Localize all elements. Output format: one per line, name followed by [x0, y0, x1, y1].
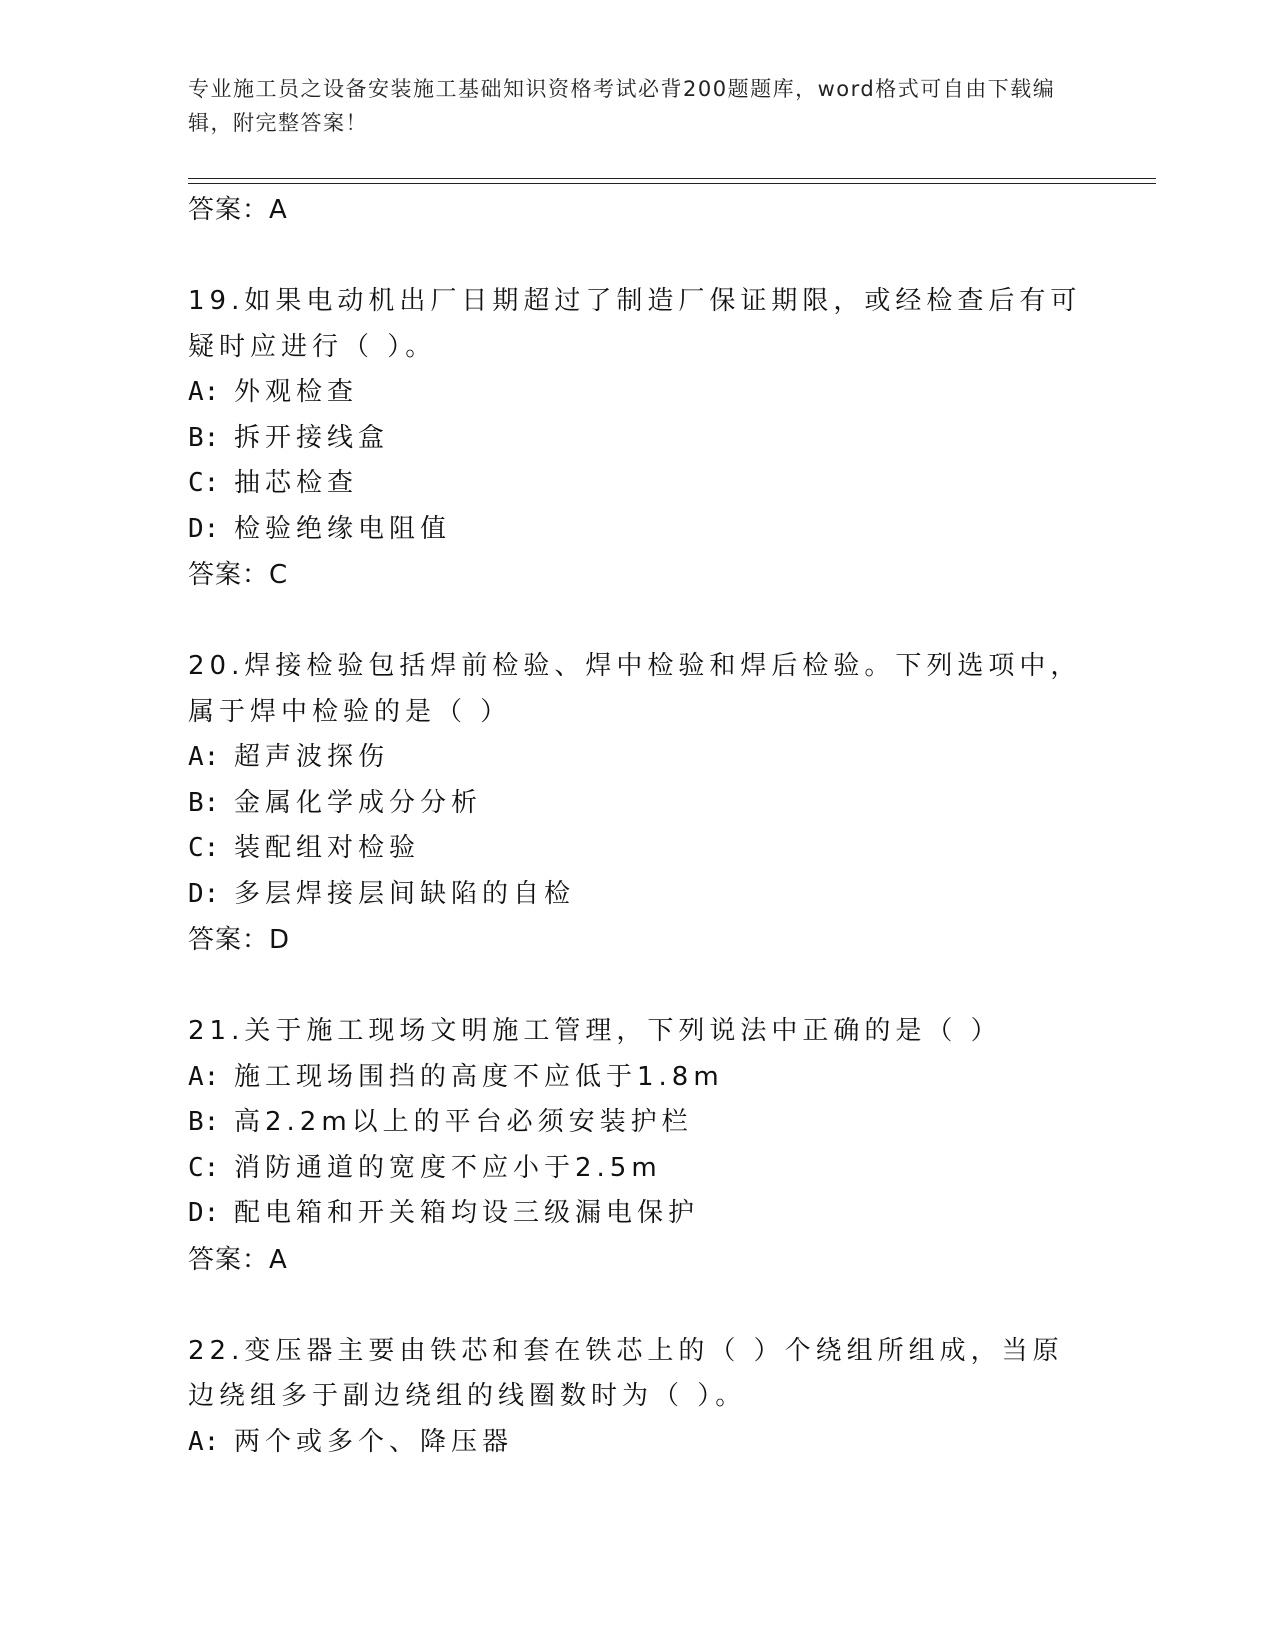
option-c	[188, 826, 1088, 872]
option-a	[188, 370, 1088, 416]
answer-value: A	[269, 195, 288, 225]
option-letter: A:	[188, 1061, 220, 1092]
option-d	[188, 1191, 1088, 1237]
option-letter: B:	[188, 1107, 220, 1137]
question-text: 19.如果电动机出厂日期超过了制造厂保证期限，或经检查后有可疑时应进行（ ）。	[188, 286, 1082, 362]
option-text: 高2.2m以上的平台必须安装护栏	[234, 1107, 693, 1137]
answer-line	[188, 1237, 1088, 1283]
option-letter: A:	[188, 1426, 220, 1457]
option-letter: D:	[188, 1198, 220, 1228]
option-d	[188, 507, 1088, 553]
spacer	[188, 598, 1088, 644]
answer-line	[188, 187, 1088, 233]
answer-value: D	[269, 925, 291, 955]
option-letter: A:	[188, 377, 220, 407]
answer-value: C	[269, 560, 289, 590]
option-a	[188, 735, 1088, 781]
header-rule-top	[188, 178, 1156, 179]
option-b	[188, 781, 1088, 827]
option-letter: C:	[188, 1152, 220, 1183]
option-letter: A:	[188, 742, 220, 772]
option-letter: C:	[188, 833, 220, 863]
option-letter: D:	[188, 878, 220, 909]
option-a	[188, 1420, 1088, 1466]
option-letter: B:	[188, 422, 220, 453]
answer-label: 答案：	[188, 1244, 270, 1275]
option-text: 外观检查	[234, 377, 359, 407]
question-22	[188, 1329, 1088, 1466]
answer-label: 答案：	[188, 560, 270, 590]
option-text: 超声波探伤	[234, 742, 390, 772]
option-letter: B:	[188, 787, 220, 818]
option-text: 装配组对检验	[234, 833, 421, 863]
header-rule-bottom	[188, 183, 1156, 184]
spacer	[188, 233, 1088, 279]
option-text: 消防通道的宽度不应小于2.5m	[234, 1152, 662, 1183]
question-text: 21.关于施工现场文明施工管理，下列说法中正确的是（ ）	[188, 1016, 1002, 1046]
question-text: 22.变压器主要由铁芯和套在铁芯上的（ ）个绕组所组成，当原边绕组多于副边绕组的线圈数时为（ ）。	[188, 1335, 1064, 1411]
question-20	[188, 644, 1088, 963]
option-a	[188, 1055, 1088, 1101]
option-b	[188, 416, 1088, 462]
option-text: 检验绝缘电阻值	[234, 513, 452, 544]
question-21	[188, 1009, 1088, 1283]
option-d	[188, 872, 1088, 918]
answer-label: 答案：	[188, 925, 270, 955]
option-text: 配电箱和开关箱均设三级漏电保护	[234, 1198, 700, 1228]
option-text: 抽芯检查	[234, 468, 359, 498]
option-text: 多层焊接层间缺陷的自检	[234, 878, 576, 909]
option-b	[188, 1100, 1088, 1146]
question-text: 20.焊接检验包括焊前检验、焊中检验和焊后检验。下列选项中，属于焊中检验的是（ ）	[188, 651, 1082, 727]
option-text: 拆开接线盒	[234, 422, 390, 453]
option-text: 金属化学成分分析	[234, 787, 483, 818]
option-c	[188, 461, 1088, 507]
answer-value: A	[269, 1244, 288, 1275]
option-letter: C:	[188, 468, 220, 498]
document-header: 专业施工员之设备安装施工基础知识资格考试必背200题题库，word格式可自由下载编辑，附完整答案！	[188, 77, 1056, 135]
answer-line	[188, 552, 1088, 598]
question-content	[188, 187, 1088, 1465]
question-19	[188, 279, 1088, 598]
answer-label: 答案：	[188, 195, 270, 225]
option-c	[188, 1146, 1088, 1192]
spacer	[188, 1283, 1088, 1329]
option-letter: D:	[188, 513, 220, 544]
option-text: 两个或多个、降压器	[234, 1426, 514, 1457]
option-text: 施工现场围挡的高度不应低于1.8m	[234, 1061, 724, 1092]
spacer	[188, 963, 1088, 1009]
answer-line	[188, 917, 1088, 963]
